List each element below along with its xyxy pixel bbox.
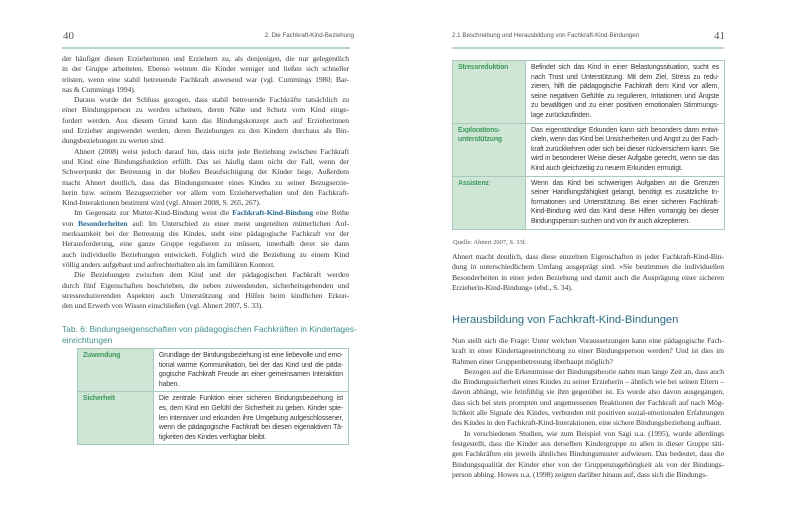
text-line: stressreduzierenden Aspekten auch Unterstützung und Hilfen beim kindlichen Erkun- — [62, 290, 349, 300]
text-line — [62, 208, 349, 218]
text-line: trösten, wenn eine stabil betreuende Fachkraft anwesend war (vgl. Cummings 1980; Bar- — [62, 74, 349, 84]
property-description — [526, 123, 725, 176]
text-line: Bindungsperson suchen und von ihr auch akzeptieren. — [531, 217, 690, 225]
text-line: Kind-Bindung wird das Kind diese Hilfen vorrangig bei dieser — [531, 208, 719, 216]
property-description — [526, 61, 725, 124]
text-line: es, dem Kind ein Gefühl der Sicherheit zu geben. Kinder spie- — [158, 404, 343, 412]
right-page — [400, 0, 800, 526]
text-segment: von — [62, 218, 79, 228]
text-line: Daraus wurde der Schluss gezogen, dass stabil betreuende Fachkräfte tatsächlich zu — [74, 95, 349, 105]
header-rule — [62, 47, 350, 49]
text-line: dungsbeziehungen zu werten sind. — [62, 136, 165, 146]
text-line: Rahmen einer Gruppenbetreuung überhaupt möglich? — [452, 356, 613, 366]
paragraph — [62, 147, 349, 209]
property-name — [78, 392, 154, 445]
text-line: Schwerpunkt der Betreuung in der bloßen Beaufsichtigung der Kinder liege. Außerdem — [62, 167, 349, 177]
table-row — [453, 123, 725, 176]
text-segment: auf: Im Unterschied zu einer meist ungeteilten mütterlichen Auf- — [127, 218, 349, 228]
property-name — [78, 349, 154, 392]
paragraph — [62, 95, 349, 146]
table-row — [78, 349, 349, 392]
text-line: tional warme Kommunikation, bei der das Kind und die päda- — [158, 361, 343, 369]
text-line: herin bzw. seinem Bezugserzieher vor allem vom Erzieherverhalten und den Fachkraft- — [62, 187, 349, 197]
text-line: Die Beziehungen zwischen dem Kind und der pädagogischen Fachkraft werden — [74, 270, 349, 280]
text-line: Besonderheiten in einer jeden Beziehung und damit auch die Ausprägung einer sicheren — [452, 272, 724, 282]
text-line: gogische Fachkraft Freude an einer gemeinsamen Interaktion — [158, 371, 343, 379]
property-name — [453, 176, 526, 229]
property-description — [153, 392, 348, 445]
text-line: und Erzieher angewendet werden, deren Beziehungen zu den Kindern durchaus als Bin- — [62, 126, 349, 136]
text-line: wenn die pädagogische Fachkraft bei diesen eigenaktiven Tä- — [158, 424, 343, 432]
text-line: Assistenz — [458, 179, 489, 187]
text-line: Sicherheit — [83, 395, 115, 403]
text-line: Ahnert (2008) weist jedoch darauf hin, dass nicht jede Beziehung zwischen Fachkraft — [74, 146, 349, 156]
table-row — [453, 176, 725, 229]
glossary-link[interactable]: Fachkraft-Kind-Bindung — [232, 208, 313, 218]
text-line: Die zentrale Funktion einer sicheren Bindungsbeziehung ist — [158, 395, 343, 403]
table-row — [453, 61, 725, 124]
text-line: Nun stellt sich die Frage: Unter welchen Voraussetzungen kann eine pädagogische Fach- — [452, 336, 724, 345]
text-line: des Kindes in den Fachkraft-Kind-Interaktionen, eine sichere Bindungsbeziehung aufbaut. — [452, 418, 722, 428]
text-line: In verschiedenen Studien, wie zum Beispiel von Sagi u.a. (1995), wurde allerdings — [464, 428, 724, 438]
text-line: Zuwendung — [83, 352, 121, 359]
text-line: Kind auch gleichzeitig zu neuem Erkunden ermutigt. — [531, 164, 683, 172]
text-line: Grundlage der Bindungsbeziehung ist eine liebevolle und emo- — [158, 352, 343, 359]
text-line: zieren, hilft die pädagogische Fachkraft dem Kind vor allem, — [531, 83, 719, 91]
property-description — [153, 349, 348, 392]
page-number: 41 — [714, 30, 725, 42]
page-number: 40 — [63, 30, 74, 42]
text-line: die Bindungssicherheit eines Kindes zu seiner Erzieherin – ähnlich wie bei seinen Eltern – — [452, 377, 724, 387]
text-line: Erzieherin-Kind-Bindung« (ebd., S. 34). — [452, 282, 573, 292]
paragraph — [62, 54, 349, 95]
bindung-table — [77, 348, 349, 445]
text-line: Bindungsqualität der Kinder eher von der Gruppenzugehörigkeit als von der Bindungs- — [452, 459, 724, 469]
paragraph — [452, 336, 724, 367]
text-line: Herausforderung, eine ganze Gruppe regulieren zu müssen, innerhalb derer sie dann — [62, 239, 349, 249]
text-line: haben. — [158, 380, 180, 388]
text-line: nas & Cummings 1994). — [62, 84, 136, 94]
text-line: und Kind eine Bindungsfunktion erfüllt. Das sei häufig dann nicht der Fall, wenn der — [62, 156, 349, 166]
paragraph — [62, 270, 349, 311]
text-line: len intensiver und erkunden ihre Umgebung aufgeschlossener, — [158, 414, 343, 422]
text-line: dung in unterschiedlichem Umfang ausgeprägt sind. »Sie bestimmen die individuellen — [452, 262, 724, 272]
text-line: Tab. 6: Bindungseigenschaften von pädagogischen Fachkräften in Kindertages- — [62, 324, 357, 334]
text-line: person abhing. Howes u.a. (1998) zeigten darüber hinaus auf, dass sich die Bindungs- — [452, 469, 708, 479]
text-line: Befindet sich das Kind in einer Belastungssituation, sucht es — [531, 64, 719, 71]
paragraph — [452, 252, 724, 293]
property-name — [453, 61, 526, 124]
text-line: wird in besonderer Weise dieser Aufgabe gerecht, wenn sie das — [531, 155, 719, 163]
text-segment: eine Reihe — [312, 208, 349, 218]
running-head: 2.1 Beschreibung und Herausbildung von Fachkraft-Kind-Bindungen — [452, 32, 640, 39]
text-line: in der Gruppe arbeiteten. Ebenso weinten die Kinder weniger und ließen sich schneller — [62, 64, 349, 74]
text-segment: Im Gegensatz zur Mutter-Kind-Bindung weist die — [74, 208, 233, 218]
header-rule — [452, 47, 724, 49]
table-source: Quelle: Ahnert 2007, S. 33f. — [453, 239, 527, 246]
running-head: 2. Die Fachkraft-Kind-Beziehung — [264, 32, 354, 39]
text-line: seiner Handlungsfähigkeit gelangt, benötigt es zusätzliche In- — [531, 189, 719, 197]
text-line: den und Erwerb von Wissen einschließen (vgl. Ahnert 2007, S. 33). — [62, 301, 264, 311]
property-description — [526, 176, 725, 229]
paragraph — [62, 208, 349, 270]
text-line: tigkeiten des Kindes verfügbar bleibt. — [158, 433, 267, 441]
body-text — [452, 336, 724, 480]
text-line: einer Bindungsperson zu werden scheinen, deren Nähe und Schutz vom Kind einge- — [62, 105, 349, 115]
body-text — [452, 252, 724, 293]
table-row — [78, 392, 349, 445]
text-line: fordert werden. Aus diesem Grund kann das Bindungskonzept auch auf Erzieherinnen — [62, 115, 349, 125]
paragraph — [452, 367, 724, 429]
table-caption — [62, 324, 357, 346]
paragraph — [452, 429, 724, 480]
property-name — [453, 123, 526, 176]
text-line: festgestellt, dass die Kinder aus derselben Kindergruppe zu allen in dieser Gruppe täti- — [452, 438, 724, 448]
text-line: der häufiger diesen Erzieherinnen und Erziehern zu, als denjenigen, die nur gelegentlich — [62, 54, 349, 63]
text-line — [62, 219, 349, 229]
text-line: Ahnert macht deutlich, dass diese einzelnen Eigenschaften in jeder Fachkraft-Kind-Bin- — [452, 252, 724, 261]
text-line: Explorations- — [458, 126, 501, 134]
text-line: davon abhängt, wie feinfühlig sie ihm gegenüber ist. Es wurde also davon ausgegangen, — [452, 387, 724, 397]
text-line: durch fünf Eigenschaften beschrieben, die neben zuwendenden, sicherheitsgebenden und — [62, 280, 349, 290]
text-line: ckeln, wenn das Kind bei Unsicherheiten und Angst zu der Fach- — [531, 136, 719, 144]
text-line: kraft in einer Kindertageseinrichtung zu einer Bindungsperson werden? Und ist dies im — [452, 346, 724, 356]
text-line: Kind-Interaktionen bestimmt wird (vgl. Ahnert 2008, S. 265, 267). — [62, 198, 261, 208]
text-line: merksamkeit bei der Betreuung des Kindes, steht eine pädagogische Fachkraft vor der — [62, 229, 349, 239]
text-line: macht Ahnert deutlich, dass das Bindungsmuster eines Kindes zu seiner Bezugserzie- — [62, 177, 349, 187]
text-line: gen Fachkräften ein jeweils ähnliches Bindungsmuster aufwiesen. Das bedeutet, dass die — [452, 449, 724, 459]
text-line: lichkeit alle Signale des Kindes, verbunden mit positiven sozial-emotionalen Erfahrungen — [452, 408, 724, 418]
text-line: kraft zurückkehren oder sich bei dieser rückversichern kann. Sie — [531, 145, 719, 153]
body-text — [62, 54, 349, 311]
text-line: nach Trost und Unterstützung. Mit dem Ziel, Stress zu redu- — [531, 73, 719, 81]
text-line: formationen und Unterstützung. Bei einer sicheren Fachkraft- — [531, 198, 719, 206]
text-line: zu bewältigen und zu einer positiven emotionalen Stimmungs- — [531, 102, 719, 110]
text-line: Stressreduktion — [458, 64, 509, 71]
text-line: Das eigenständige Erkunden kann sich besonders dann entwi- — [531, 126, 719, 134]
glossary-link[interactable]: Besonderheiten — [78, 218, 128, 228]
bindung-table-continued — [452, 60, 725, 230]
text-line: völlig anders aufgebaut und aufrechterhalten als im familiären Kontext. — [62, 259, 275, 269]
text-line: Wenn das Kind bei schwierigen Aufgaben an die Grenzen — [531, 179, 719, 187]
text-line: unterstützung — [458, 136, 502, 144]
text-line: lage zurückzufinden. — [531, 111, 592, 119]
text-line: dass sich bei stets prompten und angemessenen Reaktionen der Fachkraft auf nach Mög- — [452, 397, 724, 407]
section-heading: Herausbildung von Fachkraft-Kind-Bindungen — [452, 314, 679, 326]
text-line: Bezogen auf die Erkenntnisse der Bindungstheorie nahm man lange Zeit an, dass auch — [464, 366, 724, 376]
text-line: einrichtungen — [62, 335, 113, 345]
text-line: auch individuelle Beziehungen entwickelt. Folglich wird die Beziehung zu einem Kind — [62, 249, 349, 259]
text-line: seine negativen Gefühle zu regulieren, Irritationen und Ängste — [531, 92, 719, 100]
